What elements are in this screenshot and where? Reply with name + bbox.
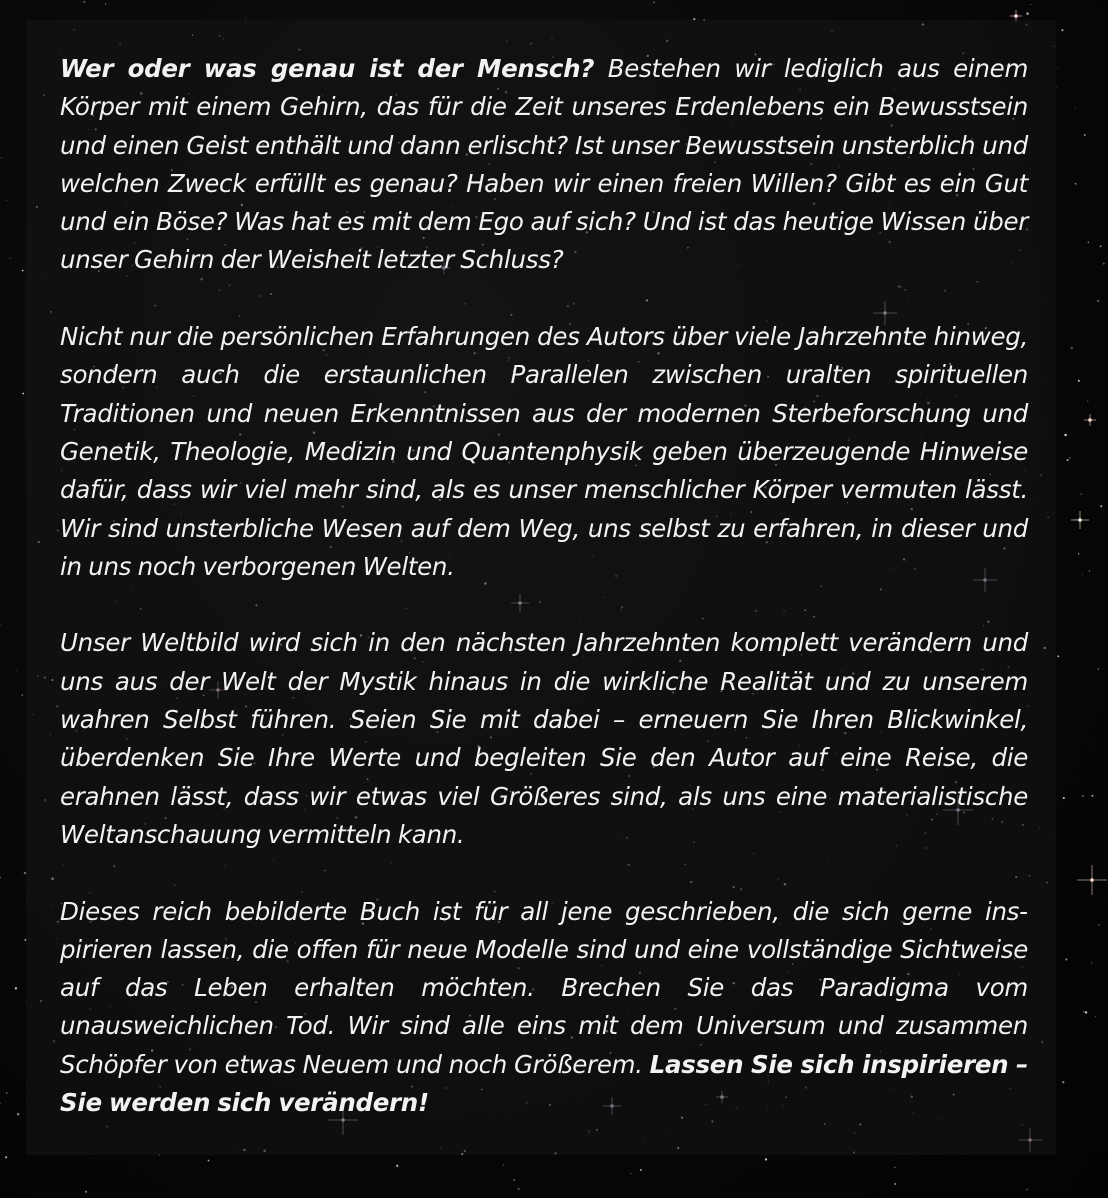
star	[894, 1183, 896, 1185]
star	[1, 157, 3, 159]
bright-star	[1084, 414, 1096, 426]
star	[1088, 242, 1089, 243]
star	[1075, 107, 1076, 108]
star	[1085, 1011, 1087, 1013]
paragraph-4	[60, 893, 1028, 1123]
star	[1098, 924, 1100, 926]
star	[21, 694, 23, 696]
blurb-text	[60, 50, 1028, 1122]
star	[1100, 505, 1102, 507]
star	[1064, 434, 1066, 436]
star	[208, 1160, 210, 1162]
star	[1095, 1016, 1096, 1017]
paragraph-1-lead: Wer oder was genau ist der Mensch?	[60, 54, 595, 83]
star	[1070, 347, 1073, 350]
bright-star	[1077, 865, 1107, 895]
star	[22, 270, 24, 272]
star	[503, 1164, 504, 1165]
star	[894, 1167, 895, 1168]
paragraph-3	[60, 624, 1028, 854]
star	[640, 1169, 642, 1171]
paragraph-1	[60, 50, 1028, 280]
star	[396, 1165, 398, 1167]
bright-star	[1071, 511, 1089, 529]
star	[1063, 797, 1065, 799]
star	[6, 200, 7, 201]
star	[1026, 12, 1029, 15]
star	[1091, 962, 1092, 963]
star	[630, 1173, 631, 1174]
star	[1091, 795, 1093, 797]
star	[0, 625, 1, 626]
star	[1097, 668, 1099, 670]
star	[1057, 67, 1058, 68]
star	[16, 670, 17, 671]
star	[0, 1102, 1, 1103]
star	[17, 1113, 20, 1116]
star	[1089, 570, 1090, 571]
paragraph-4-closing: Lassen Sie sich inspirieren – Sie werden sich verändern!	[60, 1049, 1028, 1118]
star	[1078, 553, 1079, 554]
star	[1084, 134, 1086, 136]
star	[15, 987, 17, 989]
star	[1026, 1189, 1028, 1191]
star	[1030, 4, 1031, 5]
paragraph-2-body: Nicht nur die persönlichen Erfahrungen des Autors über viele Jahrzehnte hinweg, sondern auch die erstaunlichen Parallelen zwischen uralten spirituellen Traditionen und neuen Erkenntnissen aus der modernen Sterbeforschung und Genetik, Theologie, Medizin und Quantenphysik geben überzeugende Hinweise dafür, dass wir viel mehr sind, als es unser menschlicher Körper vermuten lässt. Wir sind unsterbliche Wesen auf dem Weg, uns selbst zu erfahren, in dieser und in uns noch verborgenen Welten.	[60, 322, 1028, 581]
star	[1061, 29, 1063, 31]
star	[1100, 245, 1102, 247]
star	[85, 1191, 87, 1193]
star	[5, 1156, 7, 1158]
star	[1062, 1081, 1064, 1083]
star	[22, 393, 24, 395]
star	[1069, 457, 1071, 459]
star	[0, 877, 1, 879]
star	[1057, 655, 1059, 657]
star	[518, 1188, 520, 1190]
star	[83, 1, 85, 3]
star	[10, 258, 11, 259]
star	[1082, 795, 1084, 797]
star	[1067, 459, 1069, 461]
paragraph-3-body: Unser Weltbild wird sich in den nächsten Jahrzehnten komplett verändern und uns aus der Welt der Mystik hinaus in die wirkliche Realität und zu unserem wahren Selbst führen. Seien Sie mit dabei – erneuern Sie Ihren Blickwinkel, überdenken Sie Ihre Werte und begleiten Sie den Autor auf eine Reise, die erahnen lässt, dass wir etwas viel Größeres sind, als uns eine materialistische Weltanschauung vermitteln kann.	[60, 628, 1028, 849]
star	[1065, 959, 1067, 961]
star	[1087, 401, 1088, 402]
star	[1080, 493, 1082, 495]
paragraph-4-body: Dieses reich bebilderte Buch ist für all jene geschrieben, die sich gerne inspirieren lassen, die offen für neue Modelle sind und eine vollständige Sichtweise auf das Leben erhalten möchten. Brechen Sie das Paradigma vom unausweichlichen Tod. Wir sind alle eins mit dem Universum und zusammen Schöpfer von etwas Neuem und noch Größerem.	[60, 896, 1028, 1079]
star	[1097, 300, 1099, 302]
paragraph-1-body: Bestehen wir lediglich aus einem Körper mit einem Gehirn, das für die Zeit unseres Erdenlebens ein Bewusstsein und einen Geist enthält und dann erlischt? Ist unser Bewusstsein unsterblich und welchen Zweck erfüllt es genau? Haben wir einen freien Willen? Gibt es ein Gut und ein Böse? Was hat es mit dem Ego auf sich? Und ist das heutige Wissen über unser Gehirn der Weisheit letzter Schluss?	[60, 54, 1029, 275]
star	[513, 1179, 515, 1181]
star	[105, 3, 106, 4]
star	[1103, 263, 1105, 265]
star	[6, 1092, 7, 1093]
star	[653, 2, 655, 4]
star	[1078, 380, 1080, 382]
star	[1075, 183, 1077, 185]
star	[1082, 574, 1083, 575]
paragraph-2	[60, 318, 1028, 586]
star	[1083, 1011, 1084, 1012]
star	[1056, 86, 1057, 87]
star	[765, 1158, 767, 1160]
